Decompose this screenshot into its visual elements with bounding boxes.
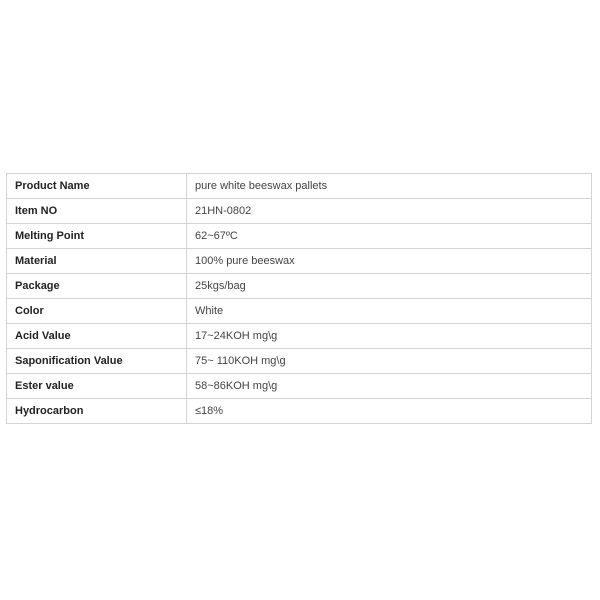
row-value-product-name: pure white beeswax pallets bbox=[187, 174, 592, 199]
spec-table bbox=[6, 173, 592, 424]
table-row bbox=[7, 374, 592, 399]
row-label-item-no: Item NO bbox=[7, 199, 187, 224]
row-label-saponification-value: Saponification Value bbox=[7, 349, 187, 374]
table-row bbox=[7, 299, 592, 324]
row-value-acid-value: 17~24KOH mg\g bbox=[187, 324, 592, 349]
table-row bbox=[7, 224, 592, 249]
table-row bbox=[7, 399, 592, 424]
table-row bbox=[7, 324, 592, 349]
table-row bbox=[7, 174, 592, 199]
table-row bbox=[7, 349, 592, 374]
row-value-melting-point: 62~67ºC bbox=[187, 224, 592, 249]
row-label-material: Material bbox=[7, 249, 187, 274]
row-label-package: Package bbox=[7, 274, 187, 299]
row-label-product-name: Product Name bbox=[7, 174, 187, 199]
row-value-material: 100% pure beeswax bbox=[187, 249, 592, 274]
row-label-acid-value: Acid Value bbox=[7, 324, 187, 349]
row-value-hydrocarbon: ≤18% bbox=[187, 399, 592, 424]
row-label-melting-point: Melting Point bbox=[7, 224, 187, 249]
row-label-hydrocarbon: Hydrocarbon bbox=[7, 399, 187, 424]
row-value-ester-value: 58~86KOH mg\g bbox=[187, 374, 592, 399]
row-value-item-no: 21HN-0802 bbox=[187, 199, 592, 224]
row-value-color: White bbox=[187, 299, 592, 324]
row-label-ester-value: Ester value bbox=[7, 374, 187, 399]
row-value-package: 25kgs/bag bbox=[187, 274, 592, 299]
table-row bbox=[7, 274, 592, 299]
table-row bbox=[7, 249, 592, 274]
table-row bbox=[7, 199, 592, 224]
row-label-color: Color bbox=[7, 299, 187, 324]
row-value-saponification-value: 75~ 110KOH mg\g bbox=[187, 349, 592, 374]
